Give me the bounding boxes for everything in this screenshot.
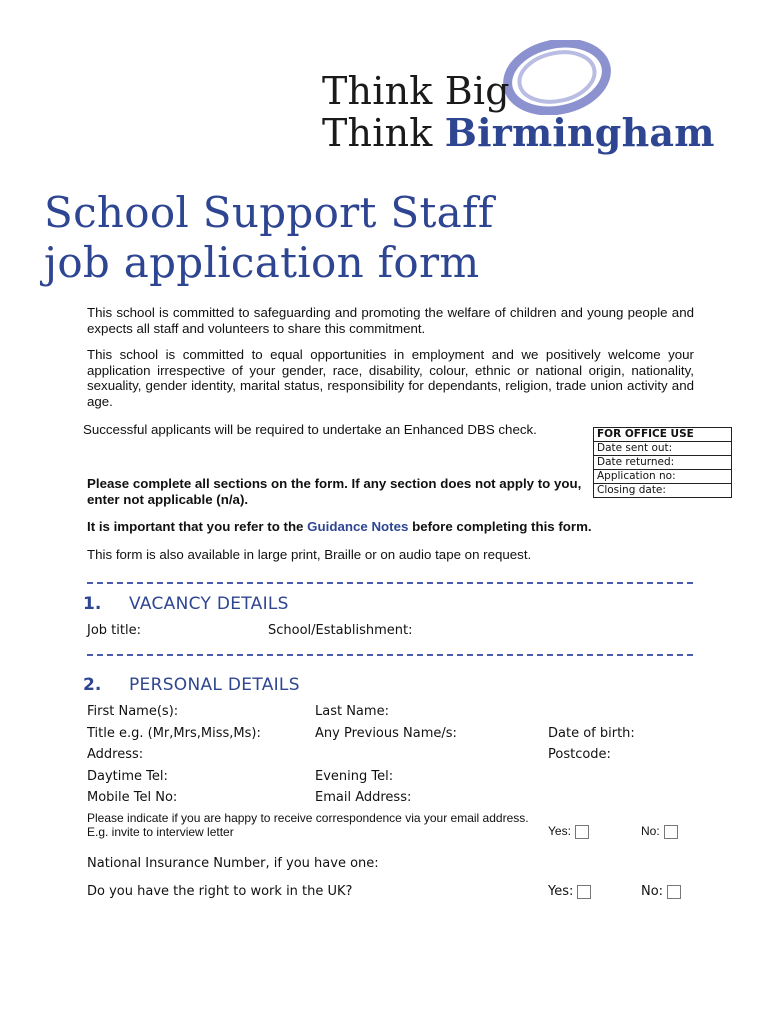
logo <box>322 40 742 160</box>
page-title-line2: job application form <box>44 238 480 287</box>
section2-divider <box>87 654 693 656</box>
school-establishment-label: School/Establishment: <box>268 623 413 638</box>
email-consent-yes-checkbox[interactable] <box>575 825 589 839</box>
section1-number: 1. <box>83 594 102 614</box>
daytime-tel-label: Daytime Tel: <box>87 769 168 784</box>
office-date-sent: Date sent out: <box>594 441 731 455</box>
right-to-work-yes-label: Yes: <box>548 884 574 899</box>
dbs-text: Successful applicants will be required to undertake an Enhanced DBS check. <box>83 422 537 437</box>
last-name-label: Last Name: <box>315 704 389 719</box>
right-to-work-no <box>641 884 681 899</box>
email-consent-line1: Please indicate if you are happy to receive correspondence via your email address. <box>87 811 529 825</box>
office-date-returned: Date returned: <box>594 455 731 469</box>
address-label: Address: <box>87 747 144 762</box>
evening-tel-label: Evening Tel: <box>315 769 394 784</box>
office-use-box <box>593 427 732 498</box>
mobile-tel-label: Mobile Tel No: <box>87 790 178 805</box>
section1-divider <box>87 582 693 584</box>
date-of-birth-label: Date of birth: <box>548 726 635 741</box>
section1-title: VACANCY DETAILS <box>129 594 289 614</box>
email-consent-no-checkbox[interactable] <box>664 825 678 839</box>
email-consent-yes <box>548 824 589 839</box>
email-consent-no <box>641 824 678 839</box>
right-to-work-yes-checkbox[interactable] <box>577 885 591 899</box>
right-to-work-no-label: No: <box>641 884 664 899</box>
email-consent-no-label: No: <box>641 824 660 838</box>
logo-line2-prefix: Think <box>322 111 445 155</box>
office-closing-date: Closing date: <box>594 483 731 497</box>
logo-line1: Think Big <box>322 69 510 113</box>
section2-title: PERSONAL DETAILS <box>129 675 300 695</box>
right-to-work-label: Do you have the right to work in the UK? <box>87 884 353 899</box>
email-label: Email Address: <box>315 790 412 805</box>
logo-swoosh-icon <box>502 40 612 115</box>
office-application-no: Application no: <box>594 469 731 483</box>
logo-line2 <box>322 110 715 155</box>
right-to-work-yes <box>548 884 591 899</box>
page-title-line1: School Support Staff <box>44 188 494 237</box>
email-consent-line2: E.g. invite to interview letter <box>87 825 234 839</box>
title-label: Title e.g. (Mr,Mrs,Miss,Ms): <box>87 726 261 741</box>
office-use-heading: FOR OFFICE USE <box>597 428 694 440</box>
job-title-label: Job title: <box>87 623 141 638</box>
guidance-suffix: before completing this form. <box>408 519 592 534</box>
first-name-label: First Name(s): <box>87 704 179 719</box>
ni-number-label: National Insurance Number, if you have one: <box>87 856 379 871</box>
alternative-formats-text: This form is also available in large print, Braille or on audio tape on request. <box>87 547 532 562</box>
email-consent-yes-label: Yes: <box>548 824 571 838</box>
postcode-label: Postcode: <box>548 747 611 762</box>
previous-names-label: Any Previous Name/s: <box>315 726 457 741</box>
right-to-work-no-checkbox[interactable] <box>667 885 681 899</box>
complete-all-text: Please complete all sections on the form. If any section does not apply to you, enter not applicable (n/a). <box>87 476 582 507</box>
equal-opportunities-text: This school is committed to equal opportunities in employment and we positively welcome your application irrespective of your gender, race, disability, colour, ethnic or national origin, nationality, sexuality, gender identity, marital status, responsibility for dependants, religion, trade union activity and age. <box>87 347 694 409</box>
guidance-prefix: It is important that you refer to the <box>87 519 308 534</box>
guidance-notes-link[interactable]: Guidance Notes <box>307 519 409 534</box>
safeguarding-text: This school is committed to safeguarding and promoting the welfare of children and young people and expects all staff and volunteers to share this commitment. <box>87 305 694 336</box>
section2-number: 2. <box>83 675 102 695</box>
guidance-text <box>87 519 707 535</box>
email-consent-text <box>87 811 607 839</box>
logo-line2-bold: Birmingham <box>444 110 715 155</box>
